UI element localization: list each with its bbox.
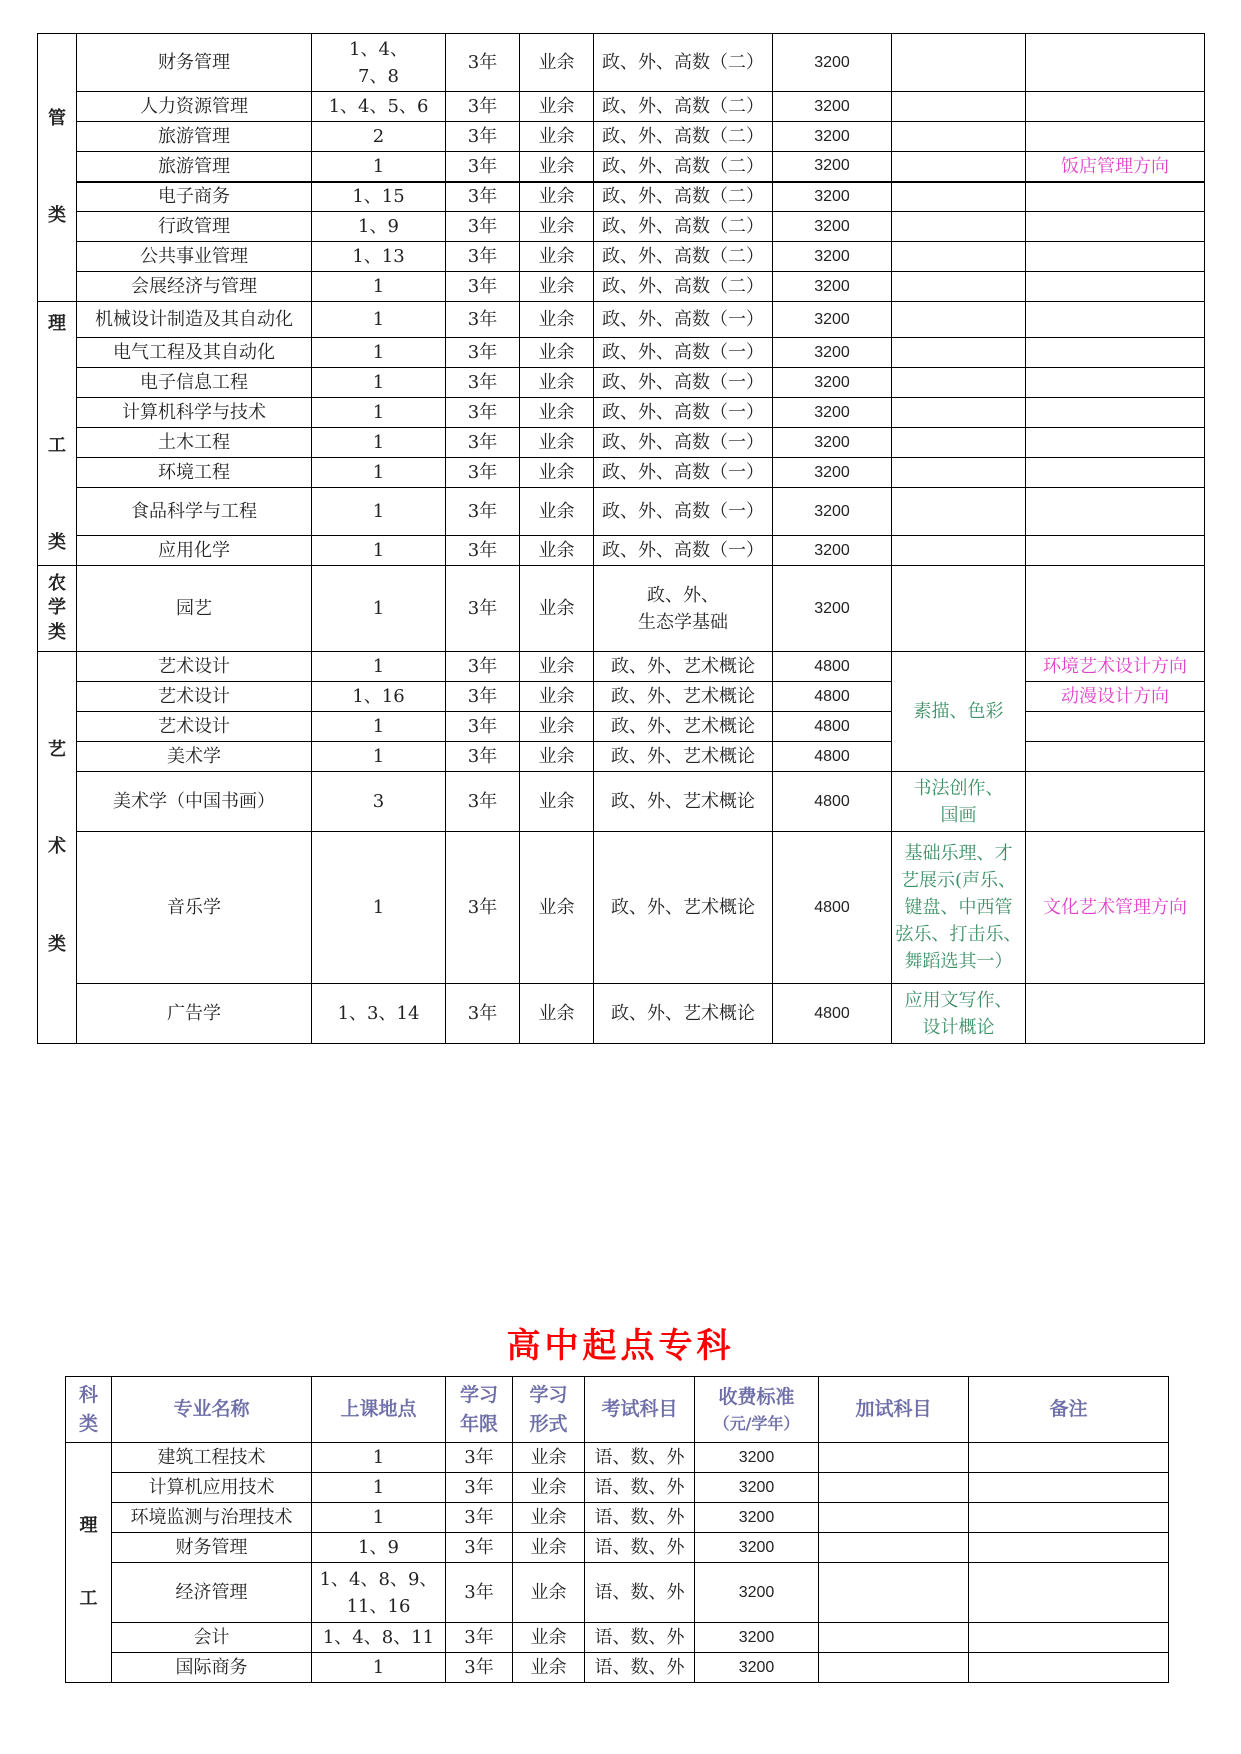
- major-name: 会展经济与管理: [77, 272, 312, 302]
- category-cell: 艺 术 类: [38, 652, 77, 1044]
- fee-standard: 3200: [773, 566, 892, 652]
- fee-standard: 4800: [773, 832, 892, 984]
- study-years: 3年: [446, 182, 520, 212]
- fee-standard: 3200: [773, 398, 892, 428]
- note: [1026, 368, 1205, 398]
- study-years: 3年: [446, 212, 520, 242]
- study-years: 3年: [446, 34, 520, 92]
- category-cell: 理 工: [66, 1443, 112, 1683]
- location: 1、16: [312, 682, 446, 712]
- study-years: 3年: [446, 338, 520, 368]
- table-row: [38, 536, 1205, 566]
- table-row: [38, 458, 1205, 488]
- table-row: [38, 92, 1205, 122]
- note: [1026, 488, 1205, 536]
- extra-exam: [892, 34, 1026, 92]
- note: [1026, 34, 1205, 92]
- location: 1: [312, 368, 446, 398]
- study-years: 3年: [446, 1563, 513, 1623]
- study-years: 3年: [446, 1473, 513, 1503]
- exam-subjects: 政、外、艺术概论: [594, 832, 773, 984]
- fee-standard: 3200: [773, 338, 892, 368]
- exam-subjects: 政、外、高数（二）: [594, 152, 773, 182]
- study-form: 业余: [520, 832, 594, 984]
- note: [1026, 984, 1205, 1044]
- location: 1、3、14: [312, 984, 446, 1044]
- exam-subjects: 语、数、外: [585, 1653, 695, 1683]
- study-form: 业余: [513, 1443, 585, 1473]
- study-form: 业余: [513, 1473, 585, 1503]
- table-row: [66, 1473, 1169, 1503]
- fee-standard: 3200: [695, 1473, 819, 1503]
- header-years-label: 学习 年限: [459, 1384, 498, 1435]
- major-name: 土木工程: [77, 428, 312, 458]
- header-category-label: 科 类: [78, 1384, 98, 1435]
- major-name: 艺术设计: [77, 682, 312, 712]
- note: [1026, 338, 1205, 368]
- fee-standard: 3200: [773, 536, 892, 566]
- major-name: 艺术设计: [77, 652, 312, 682]
- category-cell: 农 学 类: [38, 566, 77, 652]
- note: [969, 1653, 1169, 1683]
- table-row: [38, 212, 1205, 242]
- note: 饭店管理方向: [1026, 152, 1205, 182]
- table-row: [38, 242, 1205, 272]
- study-years: 3年: [446, 712, 520, 742]
- study-form: 业余: [520, 92, 594, 122]
- table-row: [38, 368, 1205, 398]
- study-form: 业余: [520, 458, 594, 488]
- table-row: [66, 1563, 1169, 1623]
- major-name: 建筑工程技术: [112, 1443, 312, 1473]
- header-form: [513, 1377, 585, 1443]
- study-form: 业余: [520, 34, 594, 92]
- table-row: [38, 34, 1205, 92]
- header-fee-unit: （元/学年）: [713, 1413, 800, 1433]
- fee-standard: 3200: [695, 1533, 819, 1563]
- header-row: [66, 1377, 1169, 1443]
- extra-exam: [819, 1563, 969, 1623]
- location: 1: [312, 652, 446, 682]
- extra-exam: [819, 1443, 969, 1473]
- fee-standard: 3200: [773, 92, 892, 122]
- study-form: 业余: [520, 122, 594, 152]
- extra-exam: [892, 152, 1026, 182]
- exam-subjects: 语、数、外: [585, 1563, 695, 1623]
- fee-standard: 3200: [695, 1623, 819, 1653]
- extra-exam: [892, 338, 1026, 368]
- table-row: [38, 488, 1205, 536]
- table-row: [38, 832, 1205, 984]
- note: [1026, 428, 1205, 458]
- exam-subjects: 政、外、高数（一）: [594, 536, 773, 566]
- note: [1026, 398, 1205, 428]
- table-row: [38, 152, 1205, 182]
- table-row: [38, 428, 1205, 458]
- table-row: [66, 1533, 1169, 1563]
- study-years: 3年: [446, 398, 520, 428]
- study-years: 3年: [446, 682, 520, 712]
- fee-standard: 3200: [773, 212, 892, 242]
- table-row: [38, 742, 1205, 772]
- exam-subjects: 语、数、外: [585, 1623, 695, 1653]
- exam-subjects: 语、数、外: [585, 1503, 695, 1533]
- exam-subjects: 政、外、高数（一）: [594, 338, 773, 368]
- major-name: 人力资源管理: [77, 92, 312, 122]
- exam-subjects: 政、外、艺术概论: [594, 742, 773, 772]
- fee-standard: 4800: [773, 652, 892, 682]
- fee-standard: 3200: [773, 458, 892, 488]
- study-years: 3年: [446, 772, 520, 832]
- major-name: 应用化学: [77, 536, 312, 566]
- header-extra-exam: 加试科目: [819, 1377, 969, 1443]
- study-years: 3年: [446, 242, 520, 272]
- header-note: 备注: [969, 1377, 1169, 1443]
- extra-exam: [892, 488, 1026, 536]
- study-form: 业余: [520, 428, 594, 458]
- fee-standard: 4800: [773, 984, 892, 1044]
- extra-exam: [892, 428, 1026, 458]
- exam-subjects: 政、外、高数（一）: [594, 458, 773, 488]
- study-form: 业余: [520, 536, 594, 566]
- fee-standard: 4800: [773, 772, 892, 832]
- study-years: 3年: [446, 122, 520, 152]
- study-form: 业余: [513, 1563, 585, 1623]
- study-years: 3年: [446, 302, 520, 338]
- exam-subjects: 政、外、高数（一）: [594, 428, 773, 458]
- exam-subjects: 政、外、高数（一）: [594, 302, 773, 338]
- junior-college-table: [65, 1376, 1169, 1683]
- study-years: 3年: [446, 652, 520, 682]
- major-name: 公共事业管理: [77, 242, 312, 272]
- major-name: 计算机应用技术: [112, 1473, 312, 1503]
- note: [1026, 772, 1205, 832]
- study-form: 业余: [520, 984, 594, 1044]
- study-form: 业余: [520, 182, 594, 212]
- note: [969, 1563, 1169, 1623]
- extra-exam: [819, 1503, 969, 1533]
- fee-standard: 3200: [773, 368, 892, 398]
- header-years: [446, 1377, 513, 1443]
- extra-exam: [892, 212, 1026, 242]
- major-name: 财务管理: [77, 34, 312, 92]
- table-row: [38, 272, 1205, 302]
- study-form: 业余: [513, 1503, 585, 1533]
- table-row: [38, 182, 1205, 212]
- table-row: [66, 1503, 1169, 1533]
- table-row: [38, 338, 1205, 368]
- location: 1: [312, 152, 446, 182]
- extra-exam: 书法创作、 国画: [892, 772, 1026, 832]
- major-name: 音乐学: [77, 832, 312, 984]
- exam-subjects: 政、外、高数（一）: [594, 398, 773, 428]
- exam-subjects: 语、数、外: [585, 1443, 695, 1473]
- study-years: 3年: [446, 272, 520, 302]
- study-form: 业余: [520, 212, 594, 242]
- exam-subjects: 政、外、艺术概论: [594, 682, 773, 712]
- study-form: 业余: [520, 302, 594, 338]
- major-name: 食品科学与工程: [77, 488, 312, 536]
- note: [1026, 536, 1205, 566]
- table-row: [38, 652, 1205, 682]
- location: 1、4、8、9、 11、16: [312, 1563, 446, 1623]
- note: [1026, 242, 1205, 272]
- location: 1: [312, 1443, 446, 1473]
- exam-subjects: 政、外、高数（二）: [594, 242, 773, 272]
- location: 1: [312, 1653, 446, 1683]
- header-location: 上课地点: [312, 1377, 446, 1443]
- fee-standard: 3200: [773, 272, 892, 302]
- exam-subjects: 政、外、高数（二）: [594, 272, 773, 302]
- fee-standard: 3200: [773, 302, 892, 338]
- section-title-high-school-junior-college: 高中起点专科: [506, 1326, 735, 1366]
- study-years: 3年: [446, 536, 520, 566]
- note: [1026, 122, 1205, 152]
- study-form: 业余: [520, 682, 594, 712]
- location: 1、4、 7、8: [312, 34, 446, 92]
- extra-exam: [892, 566, 1026, 652]
- location: 1: [312, 338, 446, 368]
- study-years: 3年: [446, 488, 520, 536]
- major-name: 艺术设计: [77, 712, 312, 742]
- location: 1、15: [312, 182, 446, 212]
- study-years: 3年: [446, 458, 520, 488]
- study-form: 业余: [520, 338, 594, 368]
- major-name: 园艺: [77, 566, 312, 652]
- note: [1026, 712, 1205, 742]
- study-form: 业余: [513, 1533, 585, 1563]
- location: 1、9: [312, 1533, 446, 1563]
- exam-subjects: 政、外、艺术概论: [594, 712, 773, 742]
- extra-exam: [892, 242, 1026, 272]
- note: [1026, 92, 1205, 122]
- major-name: 旅游管理: [77, 122, 312, 152]
- location: 1、13: [312, 242, 446, 272]
- location: 3: [312, 772, 446, 832]
- fee-standard: 3200: [773, 182, 892, 212]
- exam-subjects: 政、外、艺术概论: [594, 772, 773, 832]
- location: 1、4、8、11: [312, 1623, 446, 1653]
- fee-standard: 3200: [773, 428, 892, 458]
- table-row: [38, 122, 1205, 152]
- study-form: 业余: [520, 742, 594, 772]
- extra-exam: 应用文写作、 设计概论: [892, 984, 1026, 1044]
- fee-standard: 4800: [773, 682, 892, 712]
- location: 1: [312, 302, 446, 338]
- table-row: [66, 1443, 1169, 1473]
- extra-exam: [892, 458, 1026, 488]
- major-name: 美术学: [77, 742, 312, 772]
- major-name: 行政管理: [77, 212, 312, 242]
- note: 文化艺术管理方向: [1026, 832, 1205, 984]
- exam-subjects: 政、外、高数（二）: [594, 122, 773, 152]
- header-fee: [695, 1377, 819, 1443]
- header-category: [66, 1377, 112, 1443]
- location: 1: [312, 428, 446, 458]
- study-years: 3年: [446, 1503, 513, 1533]
- table-row: [38, 772, 1205, 832]
- study-form: 业余: [520, 368, 594, 398]
- study-form: 业余: [520, 712, 594, 742]
- note: [969, 1533, 1169, 1563]
- study-years: 3年: [446, 152, 520, 182]
- note: [1026, 302, 1205, 338]
- study-form: 业余: [520, 566, 594, 652]
- location: 1: [312, 742, 446, 772]
- location: 1: [312, 1503, 446, 1533]
- fee-standard: 3200: [695, 1503, 819, 1533]
- location: 1、9: [312, 212, 446, 242]
- study-years: 3年: [446, 566, 520, 652]
- note: [1026, 742, 1205, 772]
- note: [969, 1503, 1169, 1533]
- note: [1026, 272, 1205, 302]
- fee-standard: 3200: [773, 152, 892, 182]
- location: 1: [312, 712, 446, 742]
- header-major-name: 专业名称: [112, 1377, 312, 1443]
- study-form: 业余: [520, 272, 594, 302]
- table-row: [66, 1623, 1169, 1653]
- fee-standard: 4800: [773, 742, 892, 772]
- location: 1: [312, 832, 446, 984]
- extra-exam: 素描、色彩: [892, 652, 1026, 772]
- exam-subjects: 政、外、 生态学基础: [594, 566, 773, 652]
- extra-exam: [892, 92, 1026, 122]
- exam-subjects: 政、外、艺术概论: [594, 652, 773, 682]
- major-name: 电子商务: [77, 182, 312, 212]
- extra-exam: [892, 368, 1026, 398]
- study-years: 3年: [446, 368, 520, 398]
- category-cell: 理 工 类: [38, 302, 77, 566]
- undergrad-table: [37, 33, 1205, 1044]
- major-name: 经济管理: [112, 1563, 312, 1623]
- location: 1: [312, 536, 446, 566]
- exam-subjects: 政、外、艺术概论: [594, 984, 773, 1044]
- study-form: 业余: [513, 1623, 585, 1653]
- exam-subjects: 政、外、高数（一）: [594, 368, 773, 398]
- extra-exam: [819, 1653, 969, 1683]
- major-name: 旅游管理: [77, 152, 312, 182]
- fee-standard: 3200: [773, 242, 892, 272]
- exam-subjects: 政、外、高数（二）: [594, 212, 773, 242]
- major-name: 会计: [112, 1623, 312, 1653]
- study-years: 3年: [446, 92, 520, 122]
- study-years: 3年: [446, 742, 520, 772]
- fee-standard: 3200: [773, 122, 892, 152]
- exam-subjects: 语、数、外: [585, 1473, 695, 1503]
- header-form-label: 学习 形式: [529, 1384, 568, 1435]
- major-name: 环境监测与治理技术: [112, 1503, 312, 1533]
- study-form: 业余: [513, 1653, 585, 1683]
- location: 1: [312, 398, 446, 428]
- note: [1026, 212, 1205, 242]
- fee-standard: 3200: [695, 1653, 819, 1683]
- extra-exam: [819, 1533, 969, 1563]
- exam-subjects: 语、数、外: [585, 1533, 695, 1563]
- extra-exam: [819, 1473, 969, 1503]
- fee-standard: 3200: [773, 488, 892, 536]
- location: 2: [312, 122, 446, 152]
- major-name: 电子信息工程: [77, 368, 312, 398]
- exam-subjects: 政、外、高数（二）: [594, 34, 773, 92]
- header-fee-label: 收费标准: [718, 1386, 795, 1409]
- header-exam: 考试科目: [585, 1377, 695, 1443]
- study-years: 3年: [446, 984, 520, 1044]
- major-name: 美术学（中国书画）: [77, 772, 312, 832]
- table-row: [38, 302, 1205, 338]
- major-name: 广告学: [77, 984, 312, 1044]
- fee-standard: 3200: [773, 34, 892, 92]
- study-years: 3年: [446, 1533, 513, 1563]
- table-row: [38, 984, 1205, 1044]
- major-name: 计算机科学与技术: [77, 398, 312, 428]
- location: 1、4、5、6: [312, 92, 446, 122]
- extra-exam: [892, 182, 1026, 212]
- extra-exam: [892, 302, 1026, 338]
- note: [969, 1443, 1169, 1473]
- extra-exam: [892, 536, 1026, 566]
- study-years: 3年: [446, 1623, 513, 1653]
- extra-exam: [819, 1623, 969, 1653]
- note: [969, 1623, 1169, 1653]
- fee-standard: 3200: [695, 1443, 819, 1473]
- note: 动漫设计方向: [1026, 682, 1205, 712]
- location: 1: [312, 1473, 446, 1503]
- note: [1026, 458, 1205, 488]
- table-row: [66, 1653, 1169, 1683]
- major-name: 国际商务: [112, 1653, 312, 1683]
- location: 1: [312, 566, 446, 652]
- extra-exam: [892, 398, 1026, 428]
- study-form: 业余: [520, 488, 594, 536]
- study-form: 业余: [520, 398, 594, 428]
- extra-exam: 基础乐理、才 艺展示(声乐、 键盘、中西管 弦乐、打击乐、 舞蹈选其一）: [892, 832, 1026, 984]
- note: 环境艺术设计方向: [1026, 652, 1205, 682]
- extra-exam: [892, 122, 1026, 152]
- table-row: [38, 682, 1205, 712]
- major-name: 财务管理: [112, 1533, 312, 1563]
- note: [1026, 566, 1205, 652]
- category-cell: 管 类: [38, 34, 77, 302]
- exam-subjects: 政、外、高数（二）: [594, 92, 773, 122]
- location: 1: [312, 488, 446, 536]
- major-name: 机械设计制造及其自动化: [77, 302, 312, 338]
- table-row: [38, 398, 1205, 428]
- table-row: [38, 566, 1205, 652]
- location: 1: [312, 458, 446, 488]
- note: [969, 1473, 1169, 1503]
- study-form: 业余: [520, 152, 594, 182]
- study-years: 3年: [446, 1653, 513, 1683]
- fee-standard: 3200: [695, 1563, 819, 1623]
- major-name: 电气工程及其自动化: [77, 338, 312, 368]
- table-row: [38, 712, 1205, 742]
- study-form: 业余: [520, 772, 594, 832]
- location: 1: [312, 272, 446, 302]
- study-years: 3年: [446, 832, 520, 984]
- study-form: 业余: [520, 652, 594, 682]
- exam-subjects: 政、外、高数（二）: [594, 182, 773, 212]
- extra-exam: [892, 272, 1026, 302]
- study-form: 业余: [520, 242, 594, 272]
- note: [1026, 182, 1205, 212]
- study-years: 3年: [446, 428, 520, 458]
- study-years: 3年: [446, 1443, 513, 1473]
- fee-standard: 4800: [773, 712, 892, 742]
- major-name: 环境工程: [77, 458, 312, 488]
- exam-subjects: 政、外、高数（一）: [594, 488, 773, 536]
